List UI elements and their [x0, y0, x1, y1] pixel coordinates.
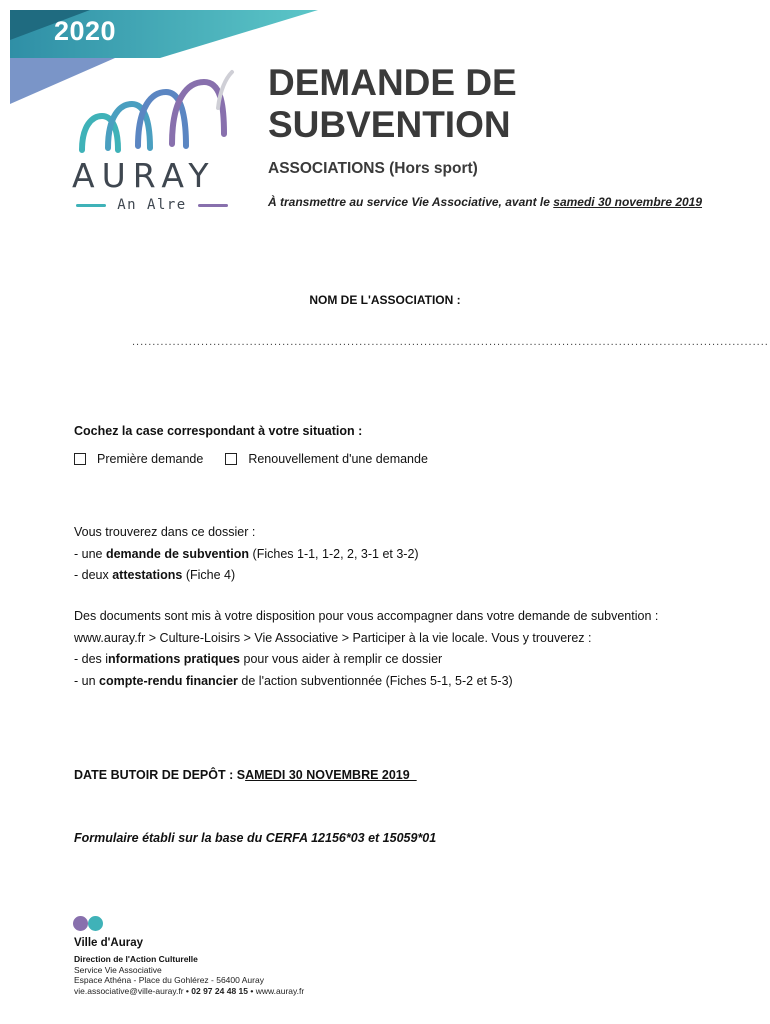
footer-sep-1: • [183, 985, 192, 996]
footer-org: Ville d'Auray [74, 937, 143, 949]
association-name-field[interactable]: ............................................................................................................................................................. [132, 336, 769, 348]
documents-item-1-bold: nformations pratiques [108, 652, 241, 666]
deadline-note-date: samedi 30 novembre 2019 [553, 195, 703, 209]
dossier-item-2-bold: attestations [112, 568, 183, 582]
footer-contact [74, 937, 304, 996]
title-line-1: DEMANDE DE [268, 62, 517, 103]
footer-email[interactable]: vie.associative@ville-auray.fr [74, 985, 184, 996]
logo-wordmark: AURAY [72, 156, 216, 195]
deadline-note [268, 195, 702, 209]
situation-options [74, 452, 428, 466]
dossier-item-1-bold: demande de subvention [105, 546, 250, 561]
title-line-2: SUBVENTION [268, 104, 511, 145]
logo-bar-left [76, 204, 106, 207]
first-request-checkbox[interactable] [74, 453, 86, 465]
footer-dot-purple [73, 916, 88, 931]
dossier-item-2 [74, 565, 419, 587]
footer-phone: 02 97 24 48 15 [191, 985, 248, 996]
documents-item-2-prefix: - un [74, 673, 100, 688]
documents-item-1-suffix: pour vous aider à remplir ce dossier [240, 652, 443, 666]
logo-arc-4 [172, 82, 224, 144]
footer-direction: Direction de l'Action Culturelle [74, 954, 198, 964]
dossier-item-1 [74, 544, 419, 566]
footer-logo-dots [73, 916, 103, 931]
year-label: 2020 [54, 16, 117, 46]
documents-item-2-bold: compte-rendu financier [99, 673, 238, 688]
page-title [268, 62, 517, 146]
logo-arc-tail [218, 72, 232, 108]
documents-item-2 [74, 671, 658, 693]
deadline-date: AMEDI 30 NOVEMBRE 2019 [245, 768, 417, 782]
situation-prompt: Cochez la case correspondant à votre situation : [74, 424, 363, 438]
footer-service: Service Vie Associative [74, 964, 162, 975]
documents-paragraph [74, 606, 658, 692]
auray-logo-arcs [68, 68, 240, 158]
deadline-prefix: DATE BUTOIR DE DEPÔT : S [74, 768, 246, 782]
footer-address: Espace Athéna - Place du Gohlérez - 56400 Auray [74, 975, 264, 985]
documents-line-2: www.auray.fr > Culture-Loisirs > Vie Associative > Participer à la vie locale. Vous y trouverez : [74, 630, 592, 645]
first-request-label: Première demande [97, 452, 204, 466]
logo-subtitle-row [76, 196, 228, 214]
dossier-item-1-prefix: - une [74, 546, 106, 561]
logo-subtitle: An Alre [117, 197, 187, 213]
page-subtitle: ASSOCIATIONS (Hors sport) [268, 160, 478, 177]
dossier-item-2-suffix: (Fiche 4) [182, 568, 236, 582]
footer-dot-teal [88, 916, 103, 931]
logo-bar-right [198, 204, 228, 207]
footer-contact-line [74, 986, 304, 997]
dossier-intro: Vous trouverez dans ce dossier : [74, 525, 256, 539]
footer-sep-2: • [248, 985, 256, 996]
documents-item-2-suffix: de l'action subventionnée (Fiches 5-1, 5-2 et 5-3) [237, 673, 513, 688]
dossier-contents [74, 522, 419, 587]
association-name-label: NOM DE L'ASSOCIATION : [309, 293, 461, 307]
renewal-checkbox[interactable] [225, 453, 237, 465]
footer-website[interactable]: www.auray.fr [255, 985, 305, 996]
renewal-label: Renouvellement d'une demande [248, 452, 428, 466]
cerfa-note: Formulaire établi sur la base du CERFA 12156*03 et 15059*01 [74, 831, 437, 845]
deadline-line [74, 768, 417, 782]
documents-item-1-prefix: - des i [74, 652, 109, 666]
documents-line-1: Des documents sont mis à votre disposition pour vous accompagner dans votre demande de subvention : [74, 609, 659, 623]
deadline-note-prefix: À transmettre au service Vie Associative, avant le [268, 195, 554, 209]
dossier-item-2-prefix: - deux [74, 568, 113, 582]
dossier-item-1-suffix: (Fiches 1-1, 1-2, 2, 3-1 et 3-2) [249, 546, 419, 561]
documents-item-1 [74, 649, 658, 671]
